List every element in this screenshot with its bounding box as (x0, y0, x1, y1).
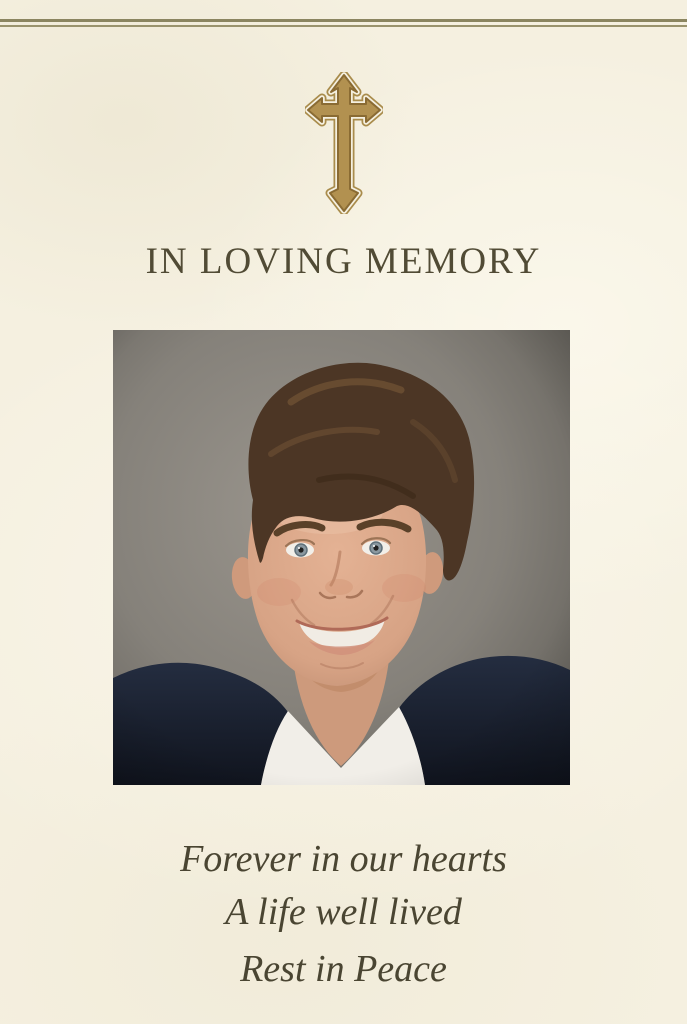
tribute-line-3: Rest in Peace (240, 948, 447, 990)
cross-shape (308, 75, 380, 211)
top-border-rule-upper (0, 19, 687, 22)
christian-cross-icon (305, 72, 383, 214)
tribute-line-2: A life well lived (225, 891, 462, 933)
portrait-photo (113, 330, 570, 785)
memorial-title: IN LOVING MEMORY (145, 241, 542, 282)
portrait-vignette (113, 330, 570, 785)
top-border-rule-lower (0, 25, 687, 27)
tribute-line-1: Forever in our hearts (180, 838, 507, 880)
